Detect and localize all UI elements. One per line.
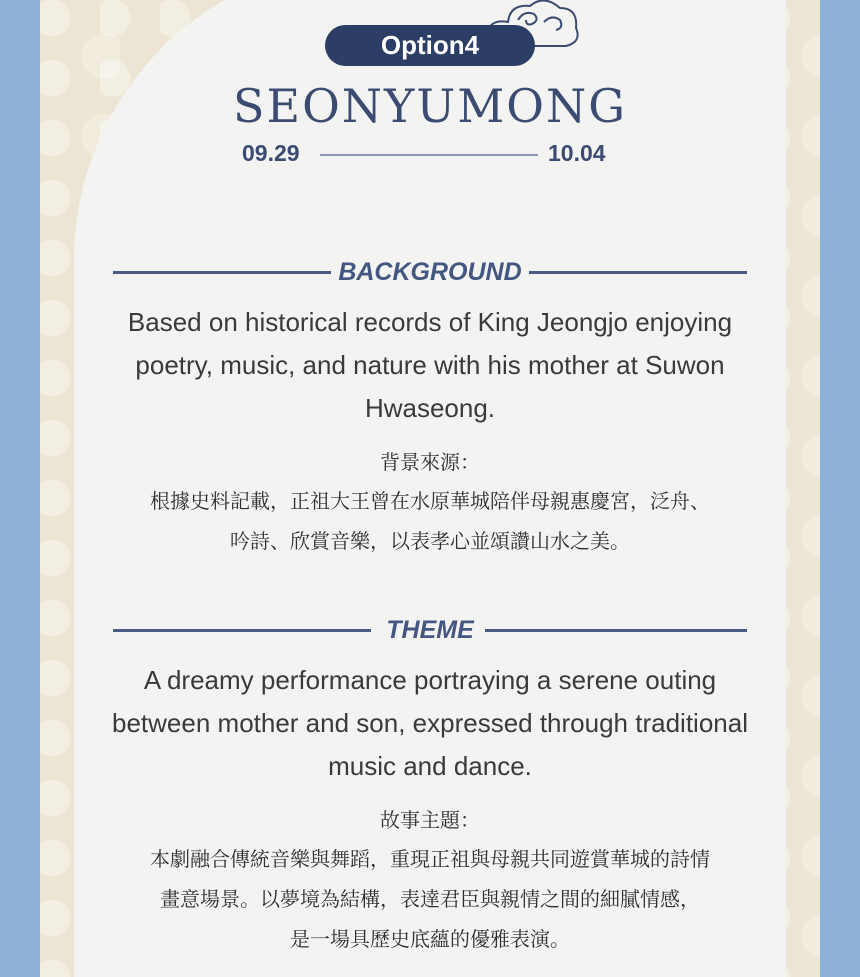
theme-chinese-line-2: 畫意場景。以夢境為結構，表達君臣與親情之間的細膩情感， [160, 887, 700, 911]
background-heading-row [40, 254, 820, 290]
date-start: 09.29 [242, 140, 300, 166]
theme-english-text: A dreamy performance portraying a serene outing between mother and son, expressed through traditional music and dance. [112, 665, 748, 781]
theme-chinese-line-1: 本劇融合傳統音樂與舞蹈，重現正祖與母親共同遊賞華城的詩情 [150, 847, 710, 871]
theme-chinese-heading: 故事主題： [380, 808, 480, 832]
poster-frame [40, 0, 820, 977]
date-end: 10.04 [548, 140, 606, 166]
background-english-text: Based on historical records of King Jeongjo enjoying poetry, music, and nature with his mother at Suwon Hwaseong. [127, 307, 733, 423]
background-heading: BACKGROUND [338, 258, 522, 286]
theme-heading-row [40, 612, 820, 648]
theme-heading: THEME [386, 616, 474, 644]
background-chinese-heading: 背景來源： [380, 450, 480, 474]
background-chinese-line-1: 根據史料記載，正祖大王曾在水原華城陪伴母親惠慶宮，泛舟、 [150, 489, 710, 513]
option-badge: Option4 [325, 25, 535, 66]
show-title: SEONYUMONG [233, 79, 627, 133]
date-divider [320, 154, 538, 156]
date-range [40, 140, 820, 170]
background-chinese-line-2: 吟詩、欣賞音樂，以表孝心並頌讚山水之美。 [230, 529, 630, 553]
theme-chinese-line-3: 是一場具歷史底蘊的優雅表演。 [290, 927, 570, 951]
